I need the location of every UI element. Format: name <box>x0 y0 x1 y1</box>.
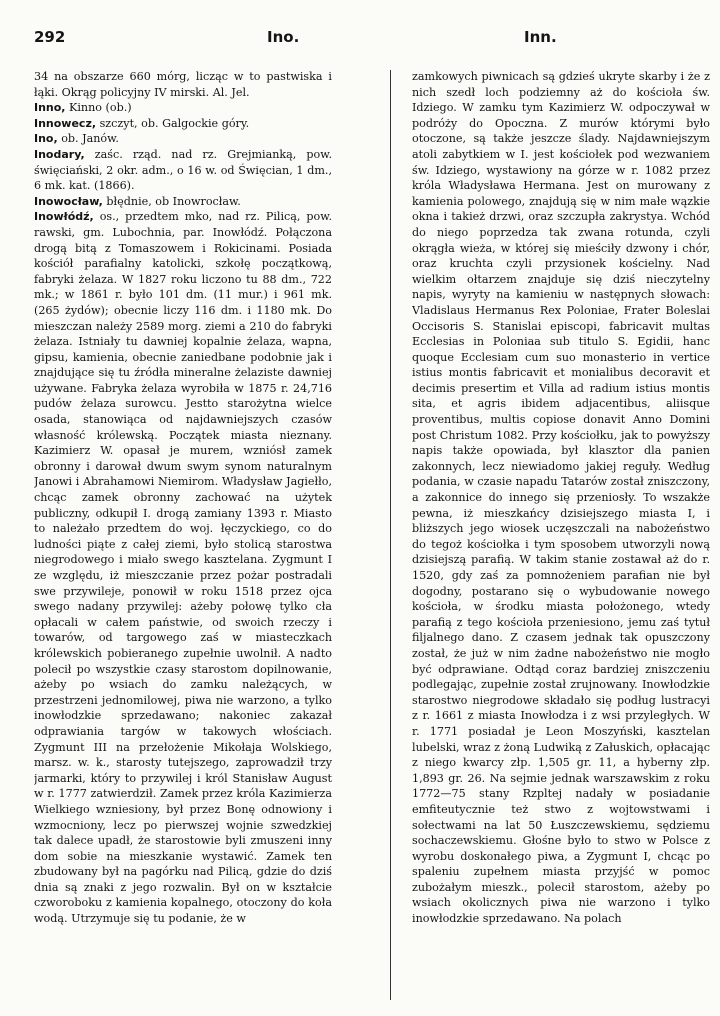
right-running-head: Inn. <box>524 28 557 46</box>
entry-text: szczyt, ob. Galgockie góry. <box>99 116 250 130</box>
entry-headword: Inno, <box>34 101 66 115</box>
entry <box>34 131 332 147</box>
entry-text: zamkowych piwnicach są gdzieś ukryte skarby i że z nich szedł loch podziemny aż do kościoła św. Idziego. W zamku tym Kazimierz W. odpoczywał w podróży do Opoczna. Z murów którymi było otoczone, są także jeszcze ślady. Najdawniejszym atoli zabytkiem w I. jest kościołek pod wezwaniem św. Idziego, wystawiony na górze w r. 1082 przez króla Władysława Hermana. Jest on murowany z kamienia polowego, znajdują się w nim małe wązkie okna i takież drzwi, oraz szczupła zakrystya. Wchód do niego poprzedza tak zwana rotunda, czyli okrągła wieża, w której się mieściły dzwony i chór, oraz kruchta czyli przysionek kościelny. Nad wielkim ołtarzem znajduje się dziś nieczytelny napis, wyryty na kamieniu w następnych słowach: Vladislaus Hermanus Rex Poloniae, Frater Boleslai Occisoris S. Stanislai episcopi, fabricavit multas Ecclesias in Poloniaa sub titulo S. Egidii, hanc quoque Ecclesiam cum suo monasterio in vertice istius montis fabricavit et monialibus decoravit et decimis presertim et Villa ad radium istius montis sita, et agris ibidem adjacentibus, aliisque proventibus, multis copiose donavit Anno Domini post Christum 1082. Przy kościołku, jak to powyższy napis także opowiada, był klasztor dla panien zakonnych, lecz niewiadomo jakiej reguły. Według podania, w czasie napadu Tatarów został zniszczony, a zakonnice do innego się przeniosły. To wszakże pewna, iż mieszkańcy dzisiejszego miasta I, i bliższych jego wiosek uczęszczali na nabożeństwo do tegoż kościołka i tym sposobem utworzyli nową dzisiejszą parafią. W takim stanie zostawał aż do r. 1520, gdy zaś za pomnożeniem parafian nie był dogodny, postarano się o wybudowanie nowego kościoła, w środku miasta położonego, wtedy parafią z tego kościoła przeniesiono, jemu zaś tytuł filjalnego dano. Z czasem jednak tak opuszczony został, że już w nim żadne nabożeństwo nie mogło być odprawiane. Odtąd coraz bardziej zniszczeniu podlegając, zupełnie został zrujnowany. Inowłodzkie starostwo niegrodowe składało się podług lustracyi z r. 1661 z miasta Inowłodza i z wsi przyległych. W r. 1771 posiadał je Leon Moszyński, kasztelan lubelski, wraz z żoną Ludwiką z Załuskich, opłacając z niego kwarcy złp. 1,505 gr. 11, a hyberny złp. 1,893 gr. 26. Na sejmie jednak warszawskim z roku 1772—75 stany Rzpltej nadały w posiadanie emfiteutycznie też stwo z wojtowstwami i sołectwami na lat 50 Łuszczewskiemu, sędziemu sochaczewskiemu. Głośne było to stwo w Polsce z wyrobu doskonałego piwa, a Zygmunt I, chcąc po spaleniu zupełnem miasta przyjść w pomoc zubożałym mieszk., polecił starostom, ażeby po wsiach okolicznych piwa nie warzono i tylko inowłodzkie sprzedawano. Na polach <box>412 70 710 926</box>
entry <box>34 100 332 116</box>
entry <box>34 69 332 100</box>
page-header <box>34 28 680 48</box>
entry-text: os., przedtem mko, nad rz. Pilicą, pow. rawski, gm. Lubochnia, par. Inowłódź. Połączona drogą bitą z Tomaszowem i Rokicinami. Posiada kościół parafialny katolicki, szkołę początkową, fabryki żelaza. W 1827 roku liczono tu 88 dm., 722 mk.; w 1861 r. było 101 dm. (11 mur.) i 961 mk. (265 żydów); obecnie liczy 116 dm. i 1180 mk. Do mieszczan należy 2589 morg. ziemi a 210 do fabryki żelaza. Istniały tu dawniej kopalnie żelaza, wapna, gipsu, kamienia, obecnie zaniedbane podobnie jak i znajdujące się tu źródła mineralne żelaziste dawniej używane. Fabryka żelaza wyrobiła w 1875 r. 24,716 pudów żelaza surowcu. Jestto starożytna wielce osada, stanowiąca od najdawniejszych czasów własność królewską. Początek miasta nieznany. Kazimierz W. opasał je murem, wzniósł zamek obronny i darował dwum swym synom naturalnym Janowi i Abrahamowi Niemirom. Władysław Jagiełło, chcąc zamek obronny zachować na użytek publiczny, odkupił I. drogą zamiany 1393 r. Miasto to należało przedtem do woj. łęczyckiego, co do ludności piąte z całej ziemi, było stolicą starostwa niegrodowego i miało swego kasztelana. Zygmunt I ze względu, iż mieszczanie przez pożar postradali swe przywileje, ponowił w roku 1518 przez ojca swego nadany przywilej: ażeby połowę tylko cła opłacali w całem państwie, od swoich rzeczy i towarów, od targowego zaś w miasteczkach królewskich pobieranego zupełnie uwolnił. A nadto polecił po wszystkie czasy starostom dopilnowanie, ażeby po wsiach do zamku należących, w przestrzeni jednomilowej, piwa nie warzono, a tylko inowłodzkie sprzedawano; nakoniec zakazał odprawiania targów w takowych włościach. Zygmunt III na przełożenie Mikołaja Wolskiego, marsz. w. k., starosty tutejszego, zaprowadził trzy jarmarki, który to przywilej i król Stanisław August w r. 1777 zatwierdził. Zamek przez króla Kazimierza Wielkiego wzniesiony, był przez Bonę odnowiony i wzmocniony, lecz po pierwszej wojnie szwedzkiej tak dalece upadł, że starostowie byli zmuszeni inny dom sobie na mieszkanie wystawić. Zamek ten zbudowany był na pagórku nad Pilicą, gdzie do dziś dnia są znaki z jego rozwalin. Był on w kształcie czworoboku z kamienia kopalnego, otoczony do koła wodą. Utrzymuje się tu podanie, że w <box>34 210 332 926</box>
entry <box>34 194 332 210</box>
entry-headword: Inowocław, <box>34 194 103 208</box>
entry-continuation <box>412 69 710 927</box>
left-running-head: Ino. <box>267 28 300 46</box>
entry-headword: Inodary, <box>34 147 85 161</box>
entry-headword: Ino, <box>34 132 58 146</box>
entry-text: błędnie, ob Inowrocław. <box>106 194 241 208</box>
entry-text: zaśc. rząd. nad rz. Grejmianką, pow. święciański, 2 okr. adm., o 16 w. od Święcian, 1 dm., 6 mk. kat. (1866). <box>34 147 332 193</box>
entry <box>34 116 332 132</box>
entry-headword: Innowecz, <box>34 116 97 130</box>
left-column <box>34 69 332 1007</box>
column-divider <box>390 70 391 1000</box>
entry <box>34 147 332 194</box>
entry-headword: Inowłódź, <box>34 210 94 224</box>
entry-text: 34 na obszarze 660 mórg, licząc w to pastwiska i łąki. Okrąg policyjny IV mirski. Al. Jel. <box>34 70 332 99</box>
entry-text: Kinno (ob.) <box>69 101 132 115</box>
page-number: 292 <box>34 28 66 46</box>
entry-text: ob. Janów. <box>61 132 119 146</box>
right-column <box>412 69 710 1007</box>
entry <box>34 209 332 926</box>
